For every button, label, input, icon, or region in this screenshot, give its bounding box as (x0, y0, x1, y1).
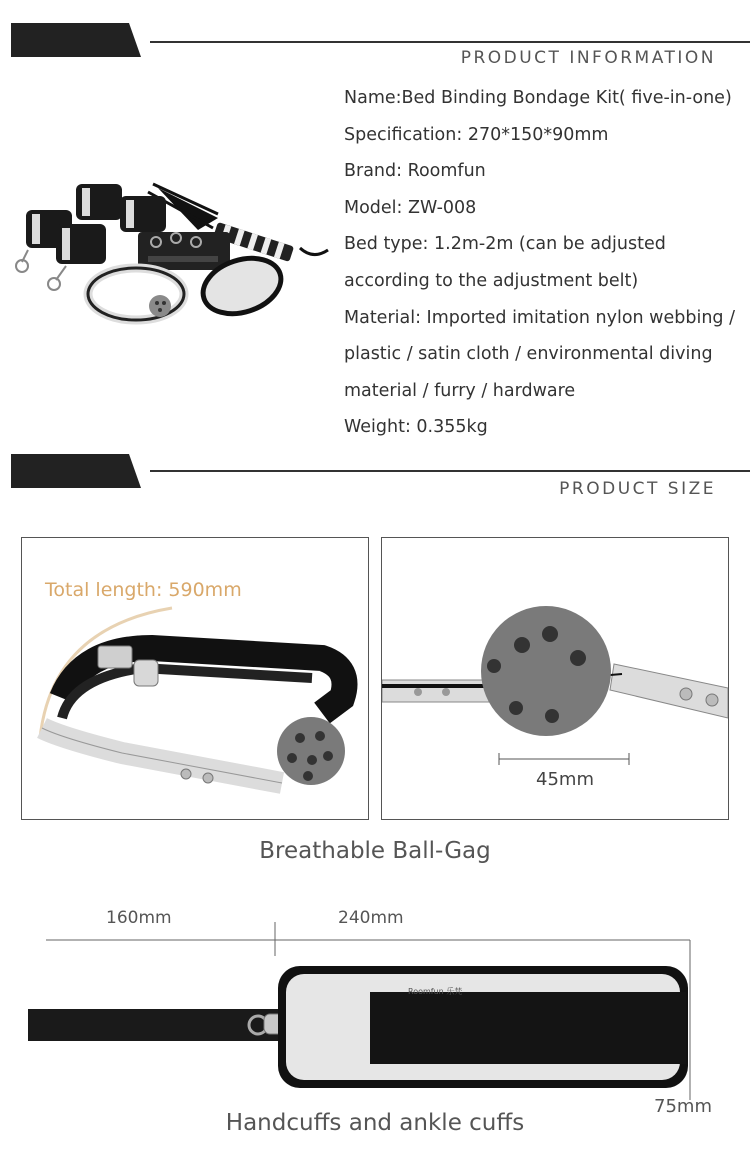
cuff-caption: Handcuffs and ankle cuffs (225, 1110, 525, 1136)
tether-straps (138, 232, 230, 270)
gag-collar (88, 268, 184, 320)
cuff-dim-left: 160mm (106, 908, 172, 928)
spec-brand: Brand: Roomfun (344, 161, 486, 182)
section-band-size (11, 454, 141, 488)
gag-length-photo (21, 537, 369, 820)
spec-model: Model: ZW-008 (344, 197, 477, 218)
cuff-dim-right: 240mm (338, 908, 404, 928)
spec-bed-type: Bed type: 1.2m-2m (can be adjusted (344, 234, 666, 255)
cuff-dim-height: 75mm (654, 1096, 712, 1117)
product-kit-image (8, 170, 338, 345)
section-title-size: PRODUCT SIZE (559, 479, 716, 499)
spec-material-cont-2: material / furry / hardware (344, 380, 576, 401)
spec-material: Material: Imported imitation nylon webbing / (344, 307, 735, 328)
section-title-info: PRODUCT INFORMATION (460, 48, 716, 68)
section-rule-info (150, 41, 750, 43)
section-rule-size (150, 470, 750, 472)
cuff-tag: Roomfun 乐梵 (408, 987, 463, 996)
gag-caption: Breathable Ball-Gag (259, 838, 491, 864)
spec-list (344, 80, 744, 446)
spec-weight: Weight: 0.355kg (344, 417, 488, 438)
cuff-image (28, 964, 693, 1094)
spec-material-cont-1: plastic / satin cloth / environmental diving (344, 344, 713, 365)
section-band-info (11, 23, 141, 57)
spec-specification: Specification: 270*150*90mm (344, 124, 609, 145)
gag-ball-photo (381, 537, 729, 820)
total-length-label: Total length: 590mm (45, 579, 242, 601)
spec-bed-type-cont: according to the adjustment belt) (344, 270, 639, 291)
ball-size-label: 45mm (536, 769, 594, 790)
spec-name: Name:Bed Binding Bondage Kit( five-in-one) (344, 88, 732, 108)
